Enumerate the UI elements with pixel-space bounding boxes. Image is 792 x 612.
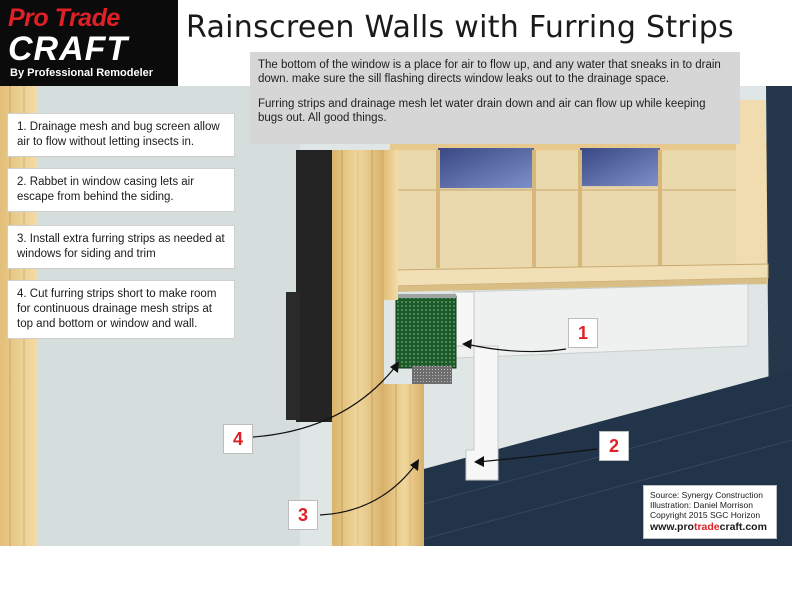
copyright-line: Copyright 2015 SGC Horizon (650, 510, 761, 520)
callout-badge-4: 4 (223, 424, 253, 454)
note-2: 2. Rabbet in window casing lets air escape from behind the siding. (7, 168, 235, 212)
logo-line-craft: CRAFT (8, 30, 129, 68)
window-mullion-4 (658, 150, 662, 268)
website-link[interactable]: www.protradecraft.com (650, 521, 767, 533)
note-4: 4. Cut furring strips short to make room for continuous drainage mesh strips at top and bottom or window and wall. (7, 280, 235, 339)
description-panel (250, 52, 740, 144)
callout-badge-3: 3 (288, 500, 318, 530)
window-glass-left-view (440, 150, 532, 188)
mesh-cap (396, 294, 456, 298)
source-line: Source: Synergy Construction (650, 490, 763, 500)
brand-logo (0, 0, 178, 86)
page-title: Rainscreen Walls with Furring Strips (186, 10, 734, 45)
logo-line-pro-trade: Pro Trade (8, 4, 120, 32)
window-apron (456, 284, 748, 358)
description-paragraph-2: Furring strips and drainage mesh let water drain down and air can flow up while keeping bugs out. All good things. (258, 98, 706, 124)
note-3: 3. Install extra furring strips as needed at windows for siding and trim (7, 225, 235, 269)
drainage-mesh (396, 296, 456, 368)
black-flashing-tall (296, 150, 332, 422)
bug-screen (412, 366, 452, 384)
window-mullion-1 (436, 150, 440, 268)
note-1: 1. Drainage mesh and bug screen allow air to flow without letting insects in. (7, 113, 235, 157)
window-jamb-right (736, 100, 766, 276)
furring-strip-upper (384, 150, 398, 300)
source-credit-box (643, 485, 777, 539)
window-mullion-2 (532, 150, 536, 268)
window-mullion-3 (578, 150, 582, 268)
description-paragraph-1: The bottom of the window is a place for air to flow up, and any water that sneaks in to drain down. make sure the sill flashing directs window leaks out to the drainage space. (258, 59, 721, 85)
window-glass-right-view (582, 150, 658, 186)
logo-tagline: By Professional Remodeler (10, 67, 154, 79)
black-flashing-short (286, 292, 300, 420)
illustration-credit: Illustration: Daniel Morrison (650, 500, 753, 510)
callout-badge-2: 2 (599, 431, 629, 461)
callout-badge-1: 1 (568, 318, 598, 348)
